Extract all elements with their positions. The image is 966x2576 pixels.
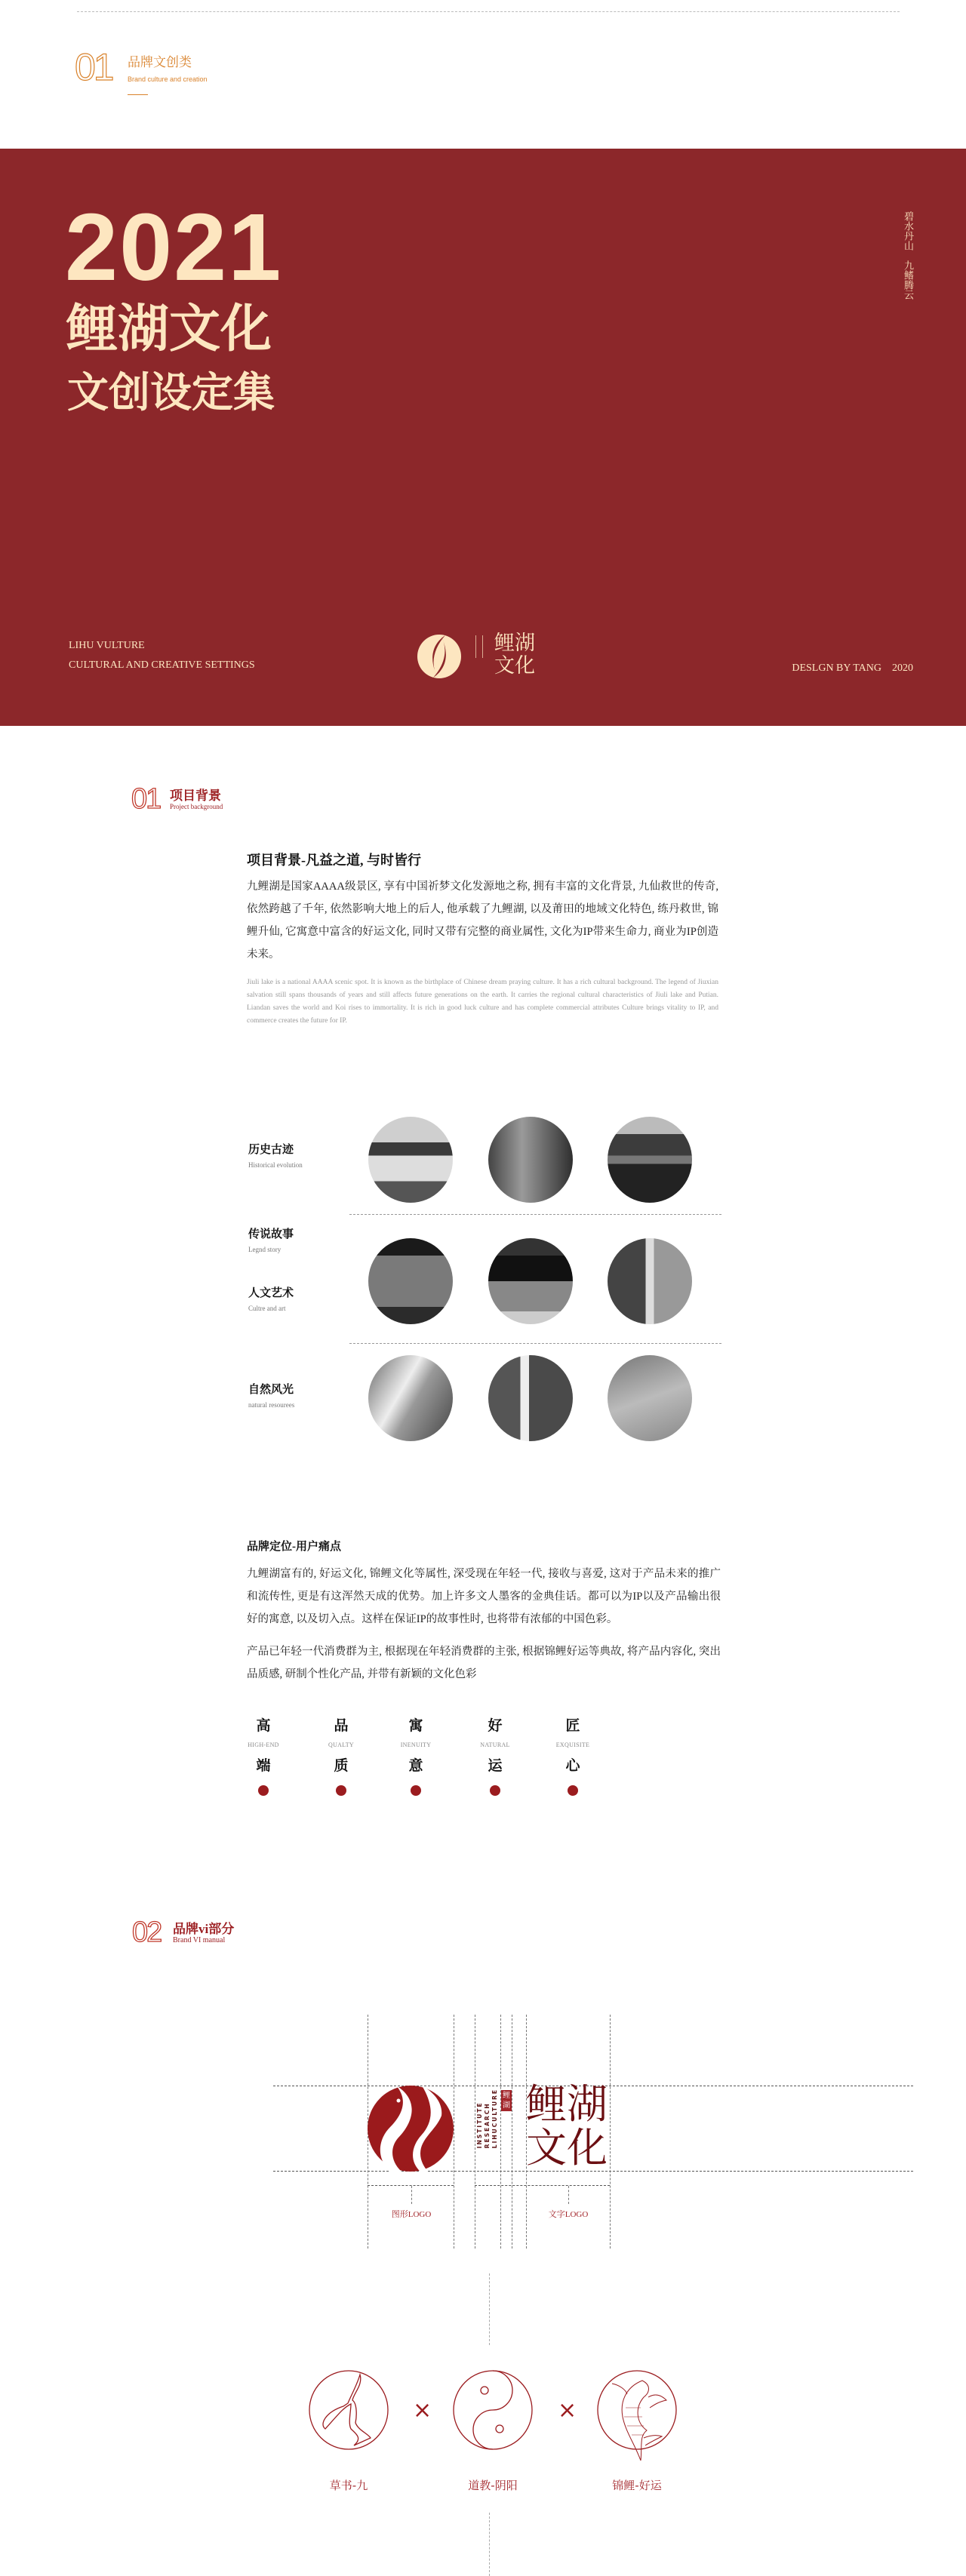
photo-temple-hall [488,1238,573,1324]
positioning-paragraph1: 九鲤湖富有的, 好运文化, 锦鲤文化等属性, 深受现在年轻一代, 接收与喜爱, 这对于产品未来的推广和流传性, 更是有这浑然天成的优势。加上许多文人墨客的金典佳话。都可以为IP以及产品输出很好的寓意, 以及切入点。这样在保证IP的故事性时, 也将带有浓郁的中国色彩。 [247,1568,721,1625]
background-paragraph-zh: 九鲤湖是国家AAAA级景区, 享有中国祈梦文化发源地之称, 拥有丰富的文化背景, 九仙救世的传奇, 依然跨越了千年, 依然影响大地上的后人, 他承载了九鲤湖, 以及莆田的地域文化特色, 练丹救世, 锦鲤升仙, 它寓意中富含的好运文化, 同时又带有完整的商业属性, 文化为IP带来生命力, 商业为IP创造未来。 [247,881,718,961]
row-divider [349,1343,721,1344]
section2-subtitle: Brand VI manual [173,1936,226,1944]
logo-seal: 鲤湖 [503,2092,510,2110]
section1-title: 项目背景 [170,788,221,803]
background-heading: 项目背景-凡益之道, 与时皆行 [247,853,421,868]
cover-credit: DESLGN BY TANG 2020 [792,662,913,674]
bullet-dot [336,1785,346,1796]
section1-number: 01 [131,783,161,815]
photo-waterfall-forest [488,1355,573,1441]
label-text-logo: 文字LOGO [548,2210,589,2219]
keyword-ingenuity: 寓 INENUITY 意 [386,1714,446,1796]
positioning-heading: 品牌定位-用户痛点 [247,1541,341,1553]
cover-left-line1: LIHU VULTURE [69,640,145,651]
top-divider [77,11,900,12]
keyword-craft: 匠 EXQUISITE 心 [543,1714,603,1796]
guide-line [568,2186,569,2204]
bullet-dot [490,1785,500,1796]
photo-memorial-archway [368,1117,453,1203]
element-label-yinyang: 道教-阴阳 [468,2479,518,2492]
multiply-symbol: × [413,2397,432,2424]
koi-fish-sketch-icon [597,2370,677,2464]
photo-waterfall-rock [368,1355,453,1441]
koi-graphic-logo-icon [368,2086,454,2172]
label-graphic-logo: 图形LOGO [391,2210,432,2219]
section-number: 01 [75,46,112,88]
row-divider [349,1214,721,1215]
background-paragraph-en: Jiuli lake is a national AAAA scenic spot. It is known as the birthplace of Chinese dream praying culture. It has a rich cultural background. The legend of Jiuxian salvation still spans thousands of years and still affects future generations on the earth. It carries the regional cultural characteristics of Jiuli lake and Putian. Liandan saves the world and Koi rises to immortality. It is rich in good luck culture and has complete commercial attributes Culture brings vitality to IP, and commerce creates the future for IP. [247,979,718,1025]
guide-line [489,2513,490,2576]
cover-subtitle: 文创设定集 [67,368,275,417]
guide-line [475,2185,610,2186]
photo-carving-art [608,1238,692,1324]
keyword-luck: 好 NATURAL 运 [465,1714,525,1796]
positioning-paragraph2: 产品已年轻一代消费群为主, 根据现在年轻消费群的主张, 根据锦鲤好运等典故, 将产品内容化, 突出品质感, 研制个性化产品, 并带有新颖的文化色彩 [247,1646,721,1680]
logo-vertical-text: INSTITUTE RESEARCH LIHUCULTURE [476,2089,498,2149]
photo-lake-temple [608,1117,692,1203]
logo-wordmark: 鲤湖文化 [526,2080,608,2172]
element-label-cursive: 草书-九 [329,2479,368,2492]
category-nature: 自然风光 natural resourees [248,1384,295,1409]
multiply-symbol: × [558,2397,577,2424]
cover-title: 鲤湖文化 [66,300,272,359]
cover-left-line2: CULTURAL AND CREATIVE SETTINGS [69,659,255,671]
bullet-dot [258,1785,269,1796]
yin-yang-icon [453,2370,533,2450]
category-legend: 传说故事 Legnd story [248,1228,294,1253]
section-title: 品牌文创类 [128,55,192,70]
section1-subtitle: Project background [170,803,223,810]
section-subtitle: Brand culture and creation [128,75,208,83]
category-historical: 历史古迹 Historical evolution [248,1144,303,1169]
title-underline [128,94,148,95]
element-label-koi: 锦鲤-好运 [612,2479,662,2492]
photo-stone-inscription [488,1117,573,1203]
guide-line [368,2185,454,2186]
cover-year: 2021 [65,194,283,300]
cover-logo-wordmark: 鲤湖文化 [494,632,535,678]
bullet-dot [411,1785,421,1796]
koi-logo-icon [417,634,463,679]
keyword-high-end: 高 HIGH-END 端 [233,1714,294,1796]
bullet-dot [568,1785,578,1796]
photo-deity-statues [368,1238,453,1324]
guide-line [489,2273,490,2345]
section2-title: 品牌vi部分 [173,1922,235,1936]
guide-line [411,2186,412,2204]
section2-number: 02 [132,1917,162,1948]
keyword-quality: 品 QUALTY 质 [311,1714,371,1796]
cover-logo-small-text [475,635,483,658]
cursive-nine-icon [309,2370,389,2450]
photo-rock-stream [608,1355,692,1441]
cover-vertical-slogan: 碧水丹山 九鳍腾云 [903,211,914,300]
cover-logo [417,634,463,683]
category-culture-art: 人文艺术 Cultre and art [248,1287,294,1312]
guide-line [500,2015,501,2249]
